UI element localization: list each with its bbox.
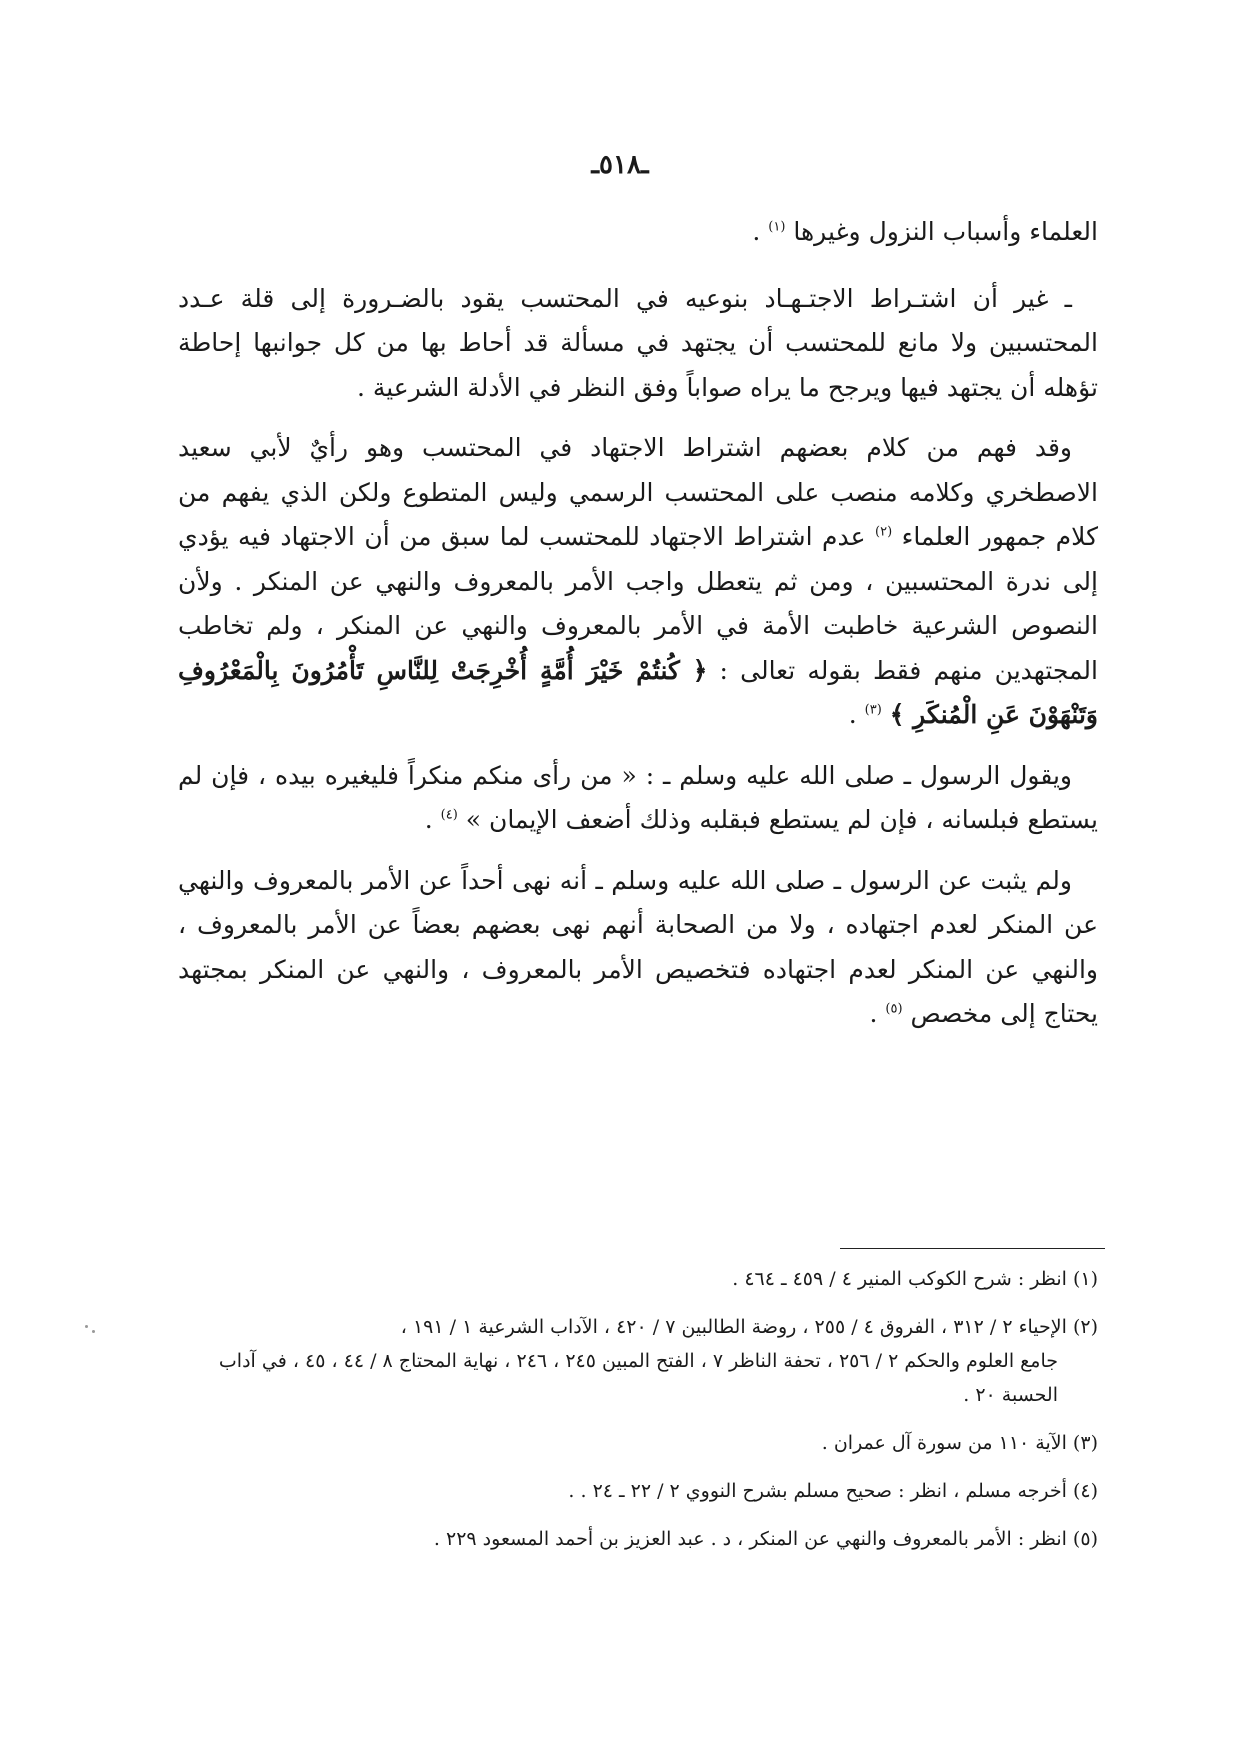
paragraph-text: عدم اشتراط الاجتهاد للمحتسب لما سبق من أن الاجتهاد فيه يؤدي إلى ندرة المحتسبين ، ومن ثم يتعطل واجب الأمر بالمعروف والنهي عن المنكر . ولأن النصوص الشرعية خاطبت الأمة في الأمر بالمعروف والنهي عن المنكر ، ولم تخاطب المجتهدين منهم فقط بقوله تعالى : — [178, 522, 1098, 685]
paragraph-tail: . — [424, 805, 433, 834]
paragraph-text: ويقول الرسول ـ صلى الله عليه وسلم ـ : « من رأى منكم منكراً فليغيره بيده ، فإن لم يستطع فبلسانه ، فإن لم يستطع فبقلبه وذلك أضعف الإيمان » — [178, 760, 1098, 834]
footnote-2 — [178, 1310, 1098, 1412]
scan-speck — [92, 1330, 95, 1333]
main-text — [178, 210, 1098, 1053]
paragraph-4 — [178, 754, 1098, 843]
paragraph-text: ـ غير أن اشتـراط الاجتـهـاد بنوعيه في المحتسب يقود بالضـرورة إلى قلة عـدد المحتسبين ولا مانع للمحتسب أن يجتهد في مسألة قد أحاط بها من كل جوانبها إحاطة تؤهله أن يجتهد فيها ويرجح ما يراه صواباً وفق النظر في الأدلة الشرعية . — [178, 283, 1098, 402]
paragraph-text: وقد فهم من كلام بعضهم اشتراط الاجتهاد في المحتسب وهو رأيٌ لأبي سعيد الاصطخري وكلامه منصب على المحتسب الرسمي وليس المتطوع ولكن الذي يفهم من كلام جمهور العلماء — [178, 433, 1098, 551]
footnote-ref-5[interactable]: (٥) — [885, 1001, 903, 1017]
footnote-4: (٤) أخرجه مسلم ، انظر : صحيح مسلم بشرح النووي ٢ / ٢٢ ـ ٢٤ . . — [568, 1480, 1098, 1502]
footnotes — [178, 1262, 1098, 1570]
footnote-continuation: جامع العلوم والحكم ٢ / ٢٥٦ ، تحفة الناظر ٧ ، الفتح المبين ٢٤٥ ، ٢٤٦ ، نهاية المحتاج ٨ / ٤٤ ، ٤٥ ، في آداب الحسبة ٢٠ . — [218, 1350, 1058, 1406]
page-number: ـ٥١٨ـ — [591, 150, 649, 180]
paragraph-text: العلماء وأسباب النزول وغيرها — [793, 217, 1098, 246]
paragraph-3 — [178, 426, 1098, 738]
footnote-ref-2[interactable]: (٢) — [875, 524, 893, 540]
footnote-1: (١) انظر : شرح الكوكب المنير ٤ / ٤٥٩ ـ ٤٦٤ . — [732, 1268, 1098, 1290]
footnote-divider — [840, 1248, 1105, 1249]
footnote-ref-3[interactable]: (٣) — [864, 702, 882, 718]
paragraph-2 — [178, 277, 1098, 411]
footnote-text: (٢) الإحياء ٢ / ٣١٢ ، الفروق ٤ / ٢٥٥ ، روضة الطالبين ٧ / ٤٢٠ ، الآداب الشرعية ١ / ١٩١ ، — [400, 1316, 1098, 1338]
paragraph-tail: . — [869, 999, 878, 1028]
paragraph-1 — [178, 210, 1098, 255]
footnote-5: (٥) انظر : الأمر بالمعروف والنهي عن المنكر ، د . عبد العزيز بن أحمد المسعود ٢٢٩ . — [433, 1528, 1098, 1550]
paragraph-tail: . — [848, 700, 857, 729]
footnote-ref-1[interactable]: (١) — [768, 219, 786, 235]
paragraph-5 — [178, 859, 1098, 1037]
paragraph-tail: . — [752, 217, 761, 246]
footnote-ref-4[interactable]: (٤) — [440, 807, 458, 823]
paragraph-text: ولم يثبت عن الرسول ـ صلى الله عليه وسلم ـ أنه نهى أحداً عن الأمر بالمعروف والنهي عن المنكر لعدم اجتهاده ، ولا من الصحابة أنهم نهى بعضهم بعضاً عن الأمر بالمعروف ، والنهي عن المنكر لعدم اجتهاده فتخصيص الأمر بالمعروف ، والنهي عن المنكر بمجتهد يحتاج إلى مخصص — [178, 865, 1098, 1028]
footnote-3: (٣) الآية ١١٠ من سورة آل عمران . — [821, 1432, 1098, 1454]
quran-verse: ﴿ كُنتُمْ خَيْرَ أُمَّةٍ أُخْرِجَتْ لِلنَّاسِ تَأْمُرُونَ بِالْمَعْرُوفِ وَتَنْهَوْنَ عَنِ الْمُنكَرِ ﴾ — [178, 655, 1098, 729]
scan-speck — [85, 1325, 88, 1328]
